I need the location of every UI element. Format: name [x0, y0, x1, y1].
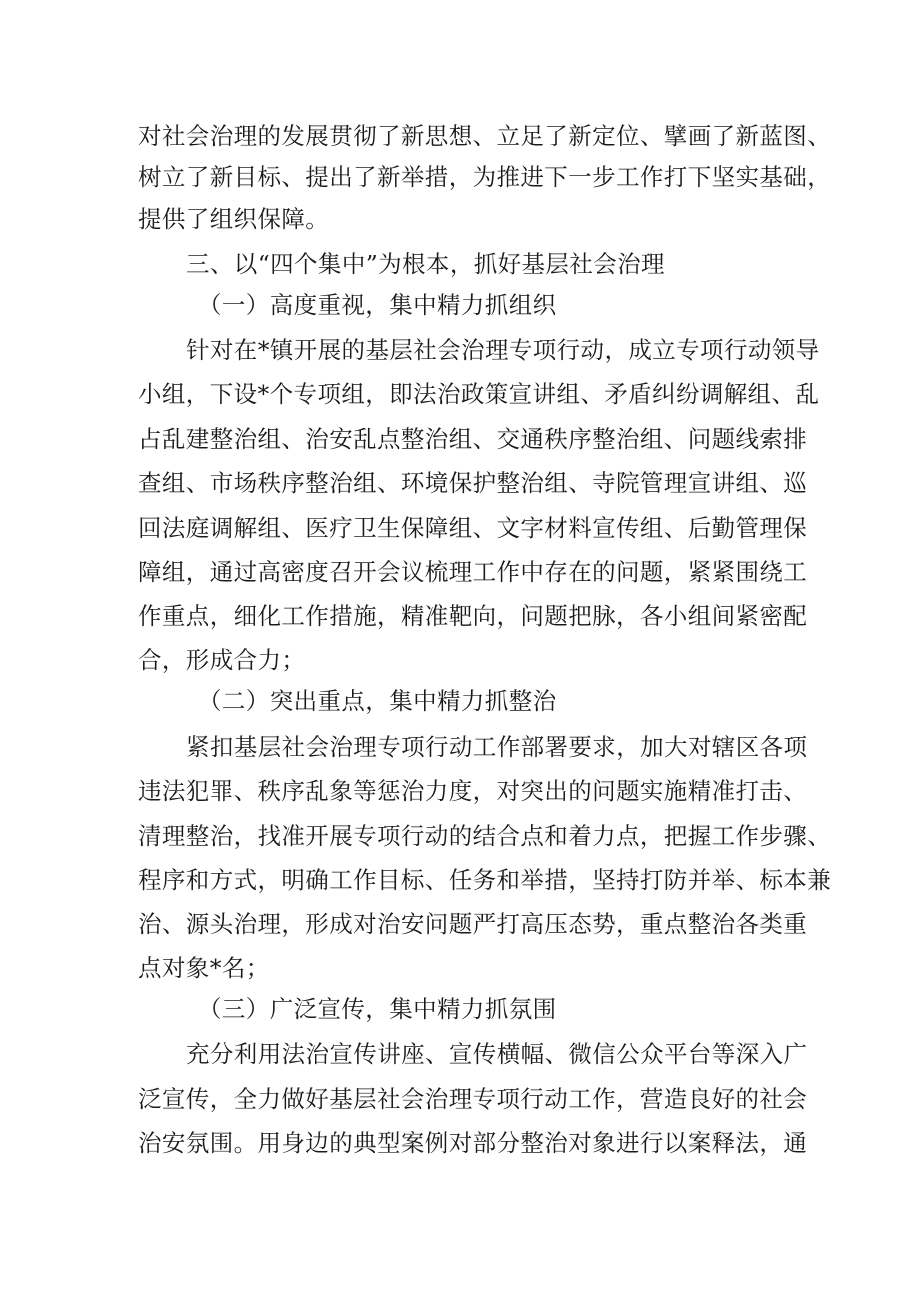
paragraph-line: 提供了组织保障。	[138, 205, 330, 233]
paragraph-line: 治、源头治理，形成对治安问题严打高压态势，重点整治各类重	[138, 910, 808, 938]
subsection-heading: （一）高度重视，集中精力抓组织	[198, 291, 557, 319]
paragraph-line: 程序和方式，明确工作目标、任务和举措，坚持打防并举、标本兼	[138, 866, 832, 894]
subsection-heading: （二）突出重点，集中精力抓整治	[198, 687, 557, 715]
section-heading: 三、以“四个集中”为根本，抓好基层社会治理	[186, 250, 665, 278]
paragraph-line: 合，形成合力；	[138, 646, 306, 674]
paragraph-line: 查组、市场秩序整治组、环境保护整治组、寺院管理宣讲组、巡	[138, 469, 808, 497]
paragraph-line: 点对象*名；	[138, 954, 270, 982]
subsection-heading: （三）广泛宣传，集中精力抓氛围	[198, 995, 557, 1023]
paragraph-line: 对社会治理的发展贯彻了新思想、立足了新定位、擘画了新蓝图、	[138, 122, 832, 150]
paragraph-line: 障组，通过高密度召开会议梳理工作中存在的问题，紧紧围绕工	[138, 558, 808, 586]
paragraph-line: 泛宣传，全力做好基层社会治理专项行动工作，营造良好的社会	[138, 1085, 808, 1113]
paragraph-line: 回法庭调解组、医疗卫生保障组、文字材料宣传组、后勤管理保	[138, 514, 808, 542]
paragraph-line: 违法犯罪、秩序乱象等惩治力度，对突出的问题实施精准打击、	[138, 777, 808, 805]
paragraph-line: 小组，下设*个专项组，即法治政策宣讲组、矛盾纠纷调解组、乱	[138, 380, 820, 408]
paragraph-line: 治安氛围。用身边的典型案例对部分整治对象进行以案释法，通	[138, 1129, 808, 1157]
paragraph-line: 紧扣基层社会治理专项行动工作部署要求，加大对辖区各项	[186, 733, 808, 761]
paragraph-line: 作重点，细化工作措施，精准靶向，问题把脉，各小组间紧密配	[138, 602, 808, 630]
paragraph-line: 树立了新目标、提出了新举措，为推进下一步工作打下坚实基础，	[138, 163, 832, 191]
paragraph-line: 充分利用法治宣传讲座、宣传横幅、微信公众平台等深入广	[186, 1040, 808, 1068]
paragraph-line: 占乱建整治组、治安乱点整治组、交通秩序整治组、问题线索排	[138, 425, 808, 453]
paragraph-line: 清理整治，找准开展专项行动的结合点和着力点，把握工作步骤、	[138, 822, 832, 850]
paragraph-line: 针对在*镇开展的基层社会治理专项行动，成立专项行动领导	[186, 336, 820, 364]
